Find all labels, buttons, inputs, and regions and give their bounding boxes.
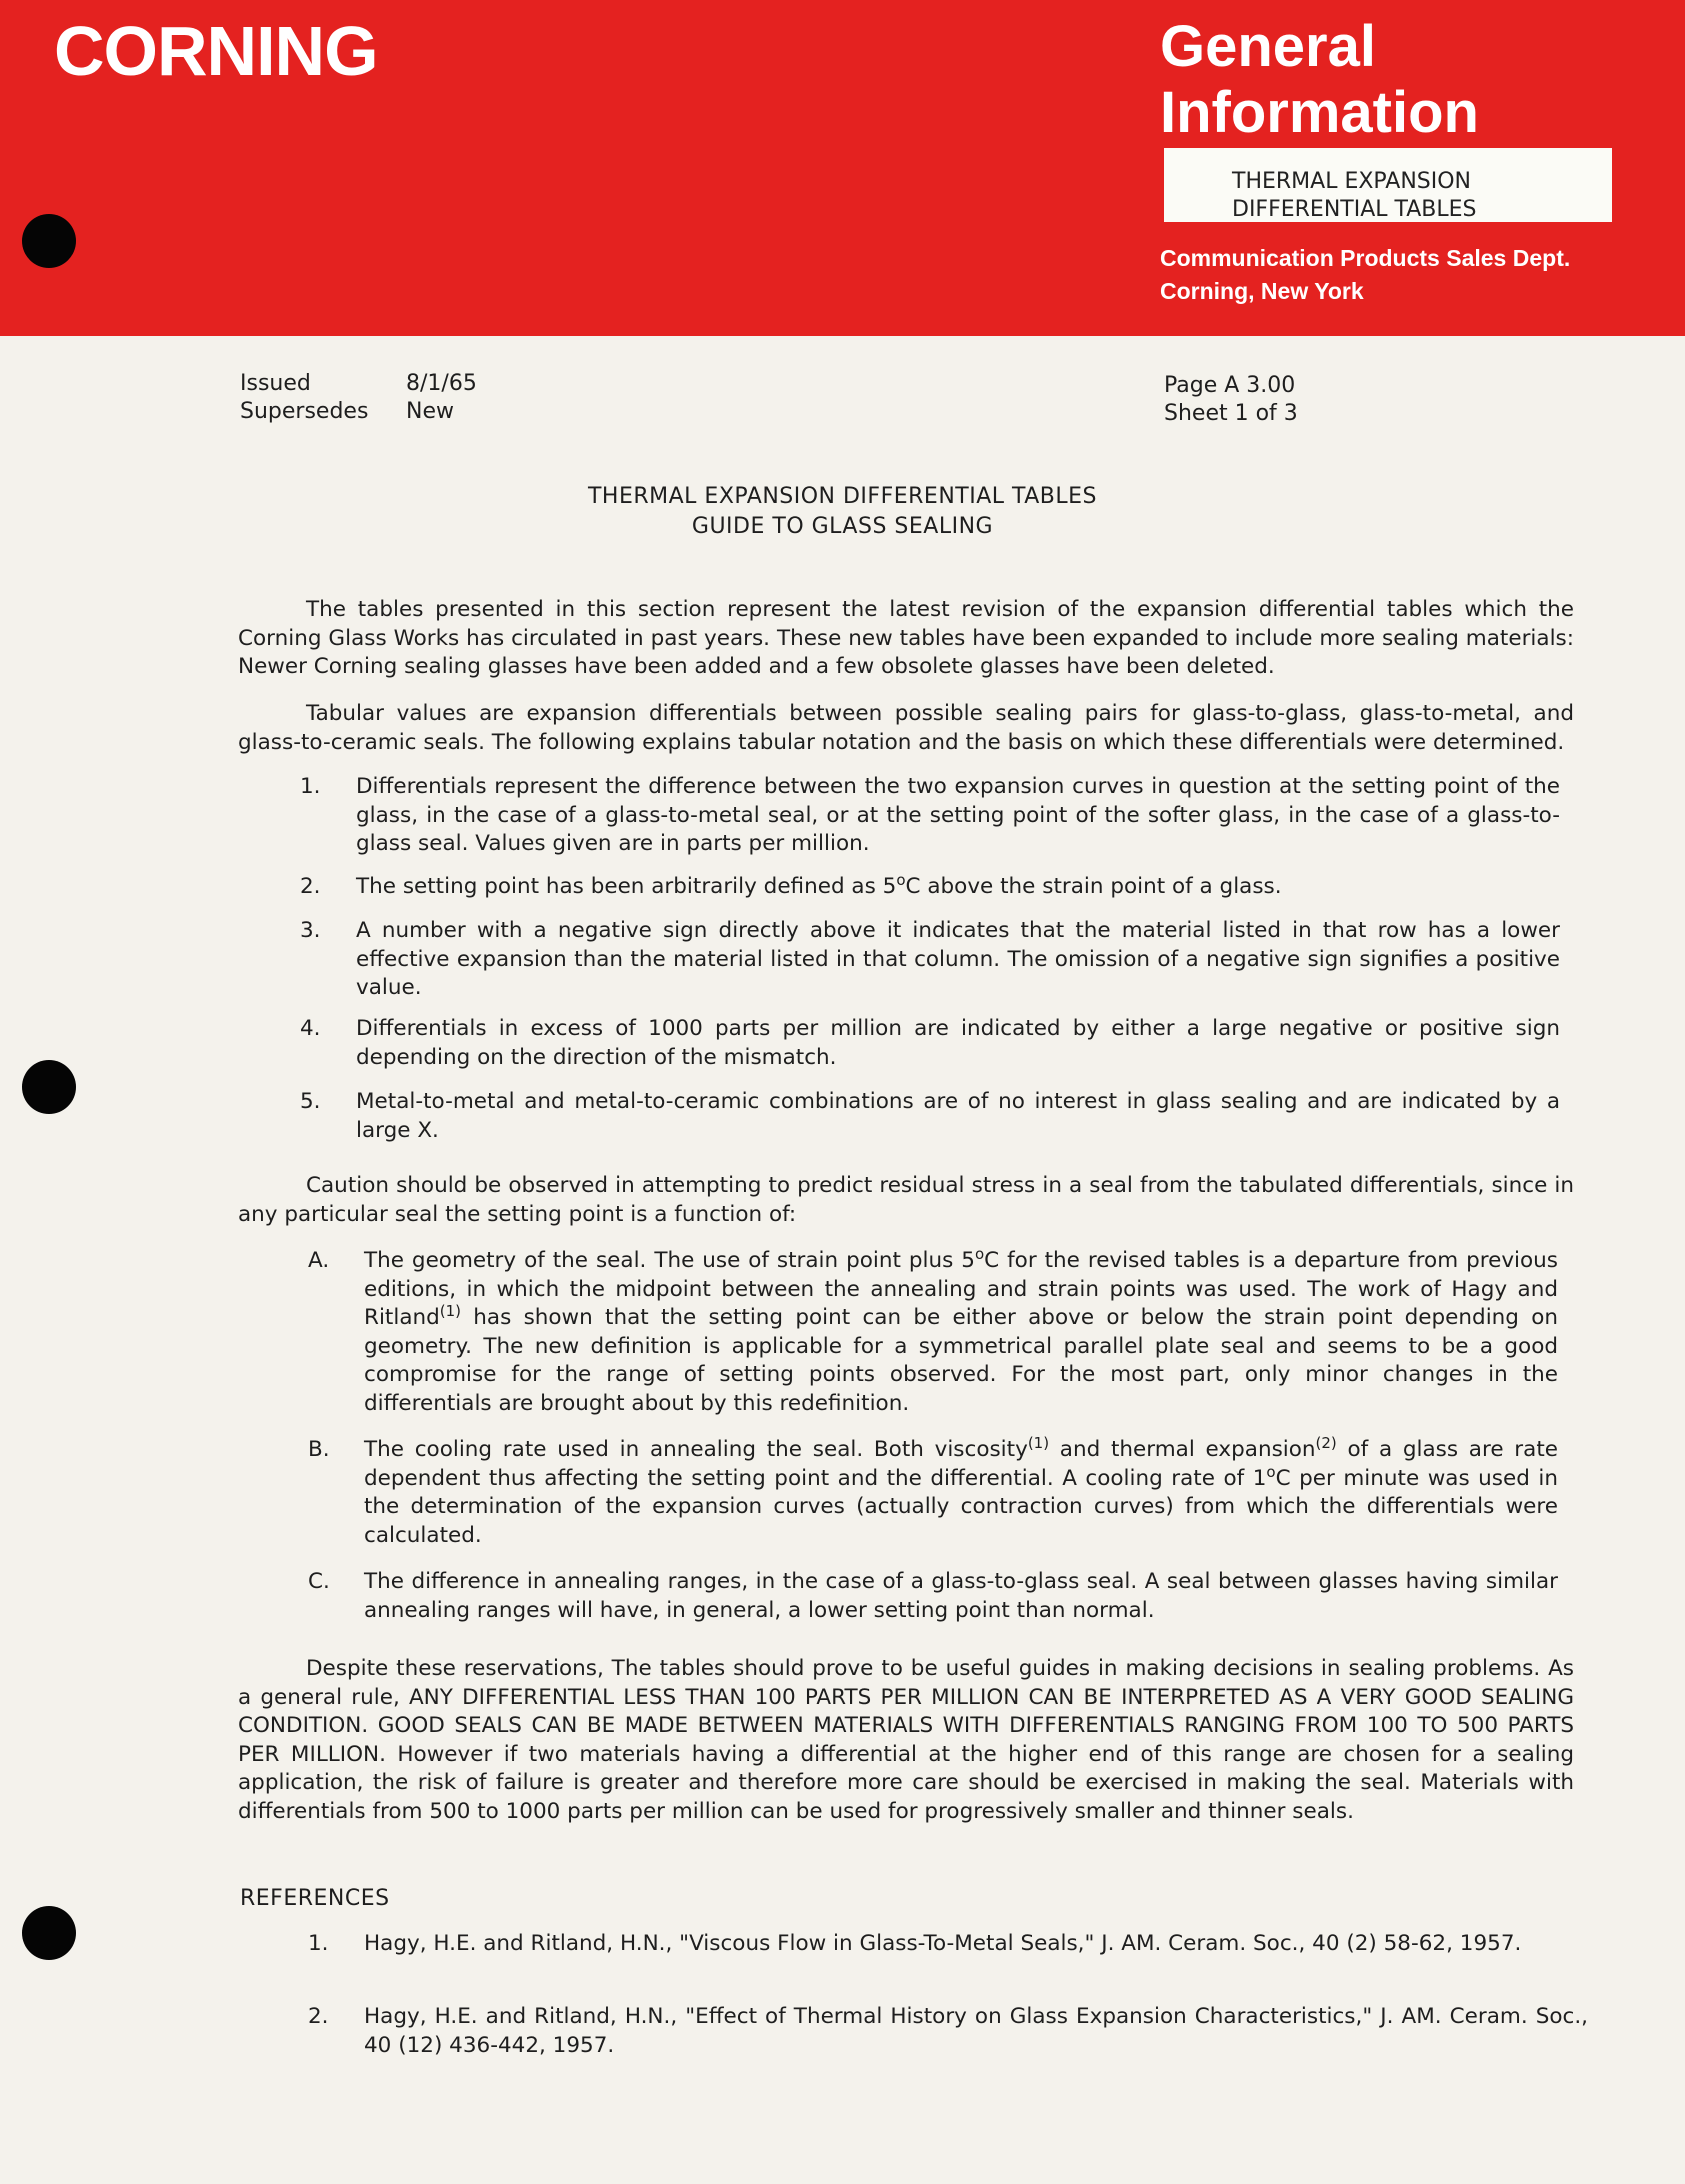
issued-value: 8/1/65 — [406, 371, 477, 396]
brand-logo: CORNING — [54, 12, 378, 90]
department — [1160, 242, 1570, 308]
factor-b-text: The cooling rate used in annealing the seal. Both viscosity$^{(1)}$ and thermal expansion$^{(2)}$ of a glass are rate dependent thus affecting the setting point and the differential. A cooling rate of 1$^o$C per minute was used in the determination of the expansion curves (actually contraction curves) from which the differentials were calculated. — [364, 1433, 1558, 1548]
issued-label: Issued — [240, 371, 311, 396]
factor-c-text: The difference in annealing ranges, in the case of a glass-to-glass seal. A seal between glasses having similar annealing ranges will have, in general, a lower setting point than normal. — [364, 1569, 1558, 1623]
reference-1-number: 1. — [308, 1931, 329, 1956]
factor-b-letter: B. — [308, 1437, 330, 1462]
note-5-text: Metal-to-metal and metal-to-ceramic combinations are of no interest in glass sealing and are indicated by a large X. — [356, 1089, 1560, 1143]
factor-c — [308, 1568, 1558, 1625]
document-title-2: GUIDE TO GLASS SEALING — [691, 514, 994, 539]
references-heading: REFERENCES — [240, 1886, 390, 1911]
subject-line-1: THERMAL EXPANSION — [1232, 169, 1472, 194]
intro-paragraph-1: The tables presented in this section represent the latest revision of the expansion differential tables which the Corning Glass Works has circulated in past years. These new tables have been expanded to include more sealing materials: Newer Corning sealing glasses have been added and a few obsolete glasses have been deleted. — [238, 597, 1574, 680]
reference-2-text: Hagy, H.E. and Ritland, H.N., "Effect of Thermal History on Glass Expansion Characteristics," J. AM. Ceram. Soc., 40 (12) 436-442, 1957. — [364, 2004, 1588, 2058]
note-4-text: Differentials in excess of 1000 parts per million are indicated by either a large negative or positive sign depending on the direction of the mismatch. — [356, 1016, 1560, 1070]
supersedes-value: New — [406, 399, 454, 424]
reference-1 — [308, 1930, 1588, 1959]
note-3 — [300, 917, 1560, 1003]
category-line-1: General — [1160, 14, 1376, 79]
note-5-number: 5. — [300, 1089, 321, 1114]
factor-b — [308, 1433, 1558, 1550]
note-1-number: 1. — [300, 774, 321, 799]
factor-a-text: The geometry of the seal. The use of strain point plus 5$^o$C for the revised tables is a departure from previous editions, in which the midpoint between the annealing and strain points was used. The work of Hagy and Ritland$^{(1)}$ has shown that the setting point can be either above or below the strain point depending on geometry. The new definition is applicable for a symmetrical parallel plate seal and seems to be a good compromise for the range of setting points observed. For the most part, only minor changes in the differentials are brought about by this redefinition. — [364, 1244, 1558, 1416]
reference-2 — [308, 2003, 1588, 2060]
factor-c-letter: C. — [308, 1569, 330, 1594]
note-1-text: Differentials represent the difference between the two expansion curves in question at the setting point of the glass, in the case of a glass-to-metal seal, or at the setting point of the softer glass, in the case of a glass-to-glass seal. Values given are in parts per million. — [356, 774, 1560, 857]
binder-hole-middle — [22, 1060, 76, 1114]
page-number: Page A 3.00 — [1164, 373, 1296, 398]
note-2 — [300, 870, 1560, 902]
reference-2-number: 2. — [308, 2004, 329, 2029]
department-line-1: Communication Products Sales Dept. — [1160, 245, 1571, 271]
note-4-number: 4. — [300, 1016, 321, 1041]
conclusion-paragraph: Despite these reservations, The tables should prove to be useful guides in making decisions in sealing problems. As a general rule, ANY DIFFERENTIAL LESS THAN 100 PARTS PER MILLION CAN BE INTERPRETED AS A VERY GOOD SEALING CONDITION. GOOD SEALS CAN BE MADE BETWEEN MATERIALS WITH DIFFERENTIALS RANGING FROM 100 TO 500 PARTS PER MILLION. However if two materials having a differential at the higher end of this range are chosen for a sealing application, the risk of failure is greater and therefore more care should be exercised in making the seal. Materials with differentials from 500 to 1000 parts per million can be used for progressively smaller and thinner seals. — [238, 1656, 1574, 1824]
category-line-2: Information — [1160, 80, 1479, 145]
note-2-number: 2. — [300, 874, 321, 899]
subject-box — [1164, 148, 1612, 222]
header-banner — [0, 0, 1685, 336]
note-5 — [300, 1088, 1560, 1145]
note-3-text: A number with a negative sign directly above it indicates that the material listed in that row has a lower effective expansion than the material listed in that column. The omission of a negative sign signifies a positive value. — [356, 918, 1560, 1001]
category-title — [1160, 14, 1479, 146]
note-2-text: The setting point has been arbitrarily defined as 5$^o$C above the strain point of a glass. — [356, 870, 1282, 899]
binder-hole-top — [22, 214, 76, 268]
intro-paragraph-2: Tabular values are expansion differentials between possible sealing pairs for glass-to-glass, glass-to-metal, and glass-to-ceramic seals. The following explains tabular notation and the basis on which these differentials were determined. — [238, 701, 1574, 755]
note-1 — [300, 773, 1560, 859]
reference-1-text: Hagy, H.E. and Ritland, H.N., "Viscous Flow in Glass-To-Metal Seals," J. AM. Ceram. Soc., 40 (2) 58-62, 1957. — [364, 1931, 1522, 1956]
document-title-1: THERMAL EXPANSION DIFFERENTIAL TABLES — [587, 484, 1097, 509]
binder-hole-bottom — [22, 1906, 76, 1960]
department-line-2: Corning, New York — [1160, 278, 1364, 304]
factor-a-letter: A. — [308, 1248, 330, 1273]
factor-a — [308, 1244, 1558, 1419]
subject-line-2: DIFFERENTIAL TABLES — [1232, 197, 1477, 222]
note-3-number: 3. — [300, 918, 321, 943]
supersedes-label: Supersedes — [240, 399, 369, 424]
note-4 — [300, 1015, 1560, 1072]
caution-paragraph: Caution should be observed in attempting to predict residual stress in a seal from the tabulated differentials, since in any particular seal the setting point is a function of: — [238, 1173, 1574, 1227]
sheet-number: Sheet 1 of 3 — [1164, 401, 1298, 426]
